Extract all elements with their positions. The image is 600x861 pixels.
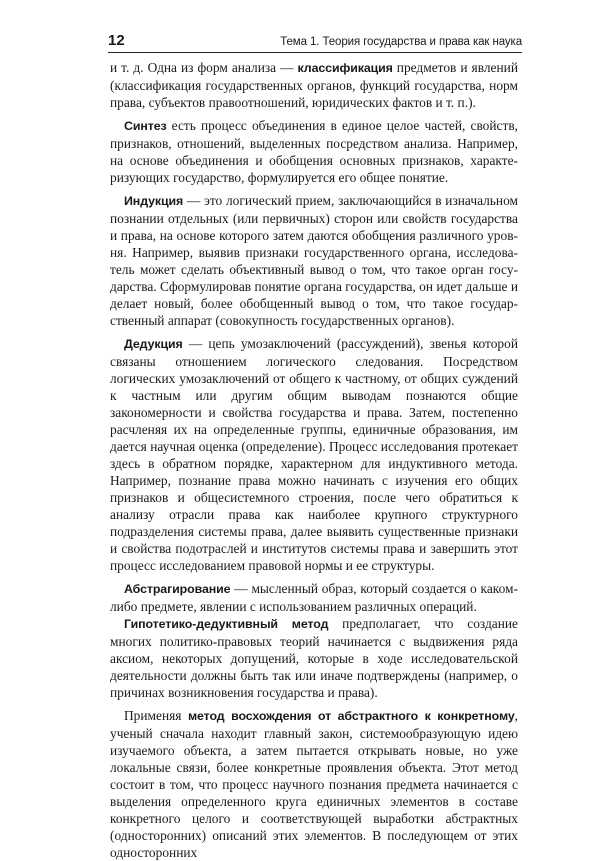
paragraph-text: и т. д. Одна из форм анализа — — [110, 60, 298, 75]
paragraph-text: — это логический прием, заключающийся в изначальном познании отдельных (или первичных) сторон или свойств государства и права, на основе которого затем даются обобщения различного уровня. Например, выявив признаки государственного органа, исследователь может сделать объективный вывод о том, что такое орган государства. Сформулировав понятие органа государства, он идет дальше и делает новый, более обобщенный вывод о том, что такое государственный аппарат (совокупность государственных органов). — [110, 193, 518, 328]
paragraph-deduction — [110, 335, 518, 574]
paragraph-ascent-method — [110, 707, 518, 861]
paragraph-text: предметов и явлений (классификация государственных органов, функций государства, норм права, субъектов правоотношений, юридических фактов и т. п.). — [110, 60, 518, 110]
paragraph-text: Применяя — [124, 708, 188, 723]
paragraph-hypothetico-deductive — [110, 615, 518, 701]
page-body — [110, 53, 518, 861]
paragraph-induction — [110, 192, 518, 329]
paragraph-text: , ученый сначала находит главный закон, системообразующую идею изучаемого объекта, а затем пытается открывать новые, но уже локальные связи, более конкретные проявления объекта. Этот метод состоит в том, что процесс научного познания предмета начинается с выделения определенного круга единичных элементов в составе конкретного целого и соответствующей выработки абстрактных (односторонних) описаний этих элементов. В последующем от этих односторонних — [110, 708, 519, 860]
term-abstraction: Абстрагирование — [124, 582, 231, 596]
term-classification: классификация — [297, 61, 393, 75]
term-deduction: Дедукция — [124, 337, 183, 351]
paragraph-classification — [110, 59, 518, 111]
term-hypothetico-deductive: Гипотетико-дедуктивный метод — [124, 617, 329, 631]
running-title: Тема 1. Теория государства и права как наука — [280, 36, 522, 48]
term-induction: Индукция — [124, 194, 184, 208]
paragraph-synthesis — [110, 117, 518, 186]
paragraph-text: — цепь умозаключений (рассуждений), звенья которой связаны отношением логического следования. Посредством логических умозаключений от общего к частному, от общих суждений к частным или другим общим выводам познаются общие закономерности и свойства государства и права. Затем, постепенно расчленяя их на определенные группы, единичные образования, им дается научная оценка (определение). Процесс исследования протекает здесь в обратном порядке, характерном для индуктивного метода. Например, познание права можно начинать с изучения его общих признаков и общесистемного строения, после чего обратиться к анализу отрасли права как наиболее крупного структурного подразделения системы права, далее выявить существенные признаки и свойства подотраслей и институтов системы права и завершить этот процесс исследованием правовой нормы и ее структуры. — [110, 336, 518, 573]
paragraph-text: — мысленный образ, который создается о каком-либо предмете, явлении с использованием различных операций. — [110, 581, 518, 614]
term-ascent-method: метод восхождения от абстрактного к конкретному — [187, 709, 515, 723]
paragraph-abstraction — [110, 580, 518, 615]
term-synthesis: Синтез — [124, 119, 167, 133]
paragraph-text: предполагает, что создание многих политико-правовых теорий начинается с выдвижения ряда аксиом, некоторых допущений, которые в ходе исследовательской деятельности должны быть так или иначе подтверждены (например, о причинах возникновения государства и права). — [110, 616, 518, 700]
page-number: 12 — [108, 32, 125, 49]
running-header — [108, 27, 522, 53]
paragraph-text: есть процесс объединения в единое целое частей, свойств, признаков, отношений, выделенных посредством анализа. Например, на основе объединения и обобщения основных признаков, характеризующих государство, формулируется его общее понятие. — [110, 118, 518, 185]
